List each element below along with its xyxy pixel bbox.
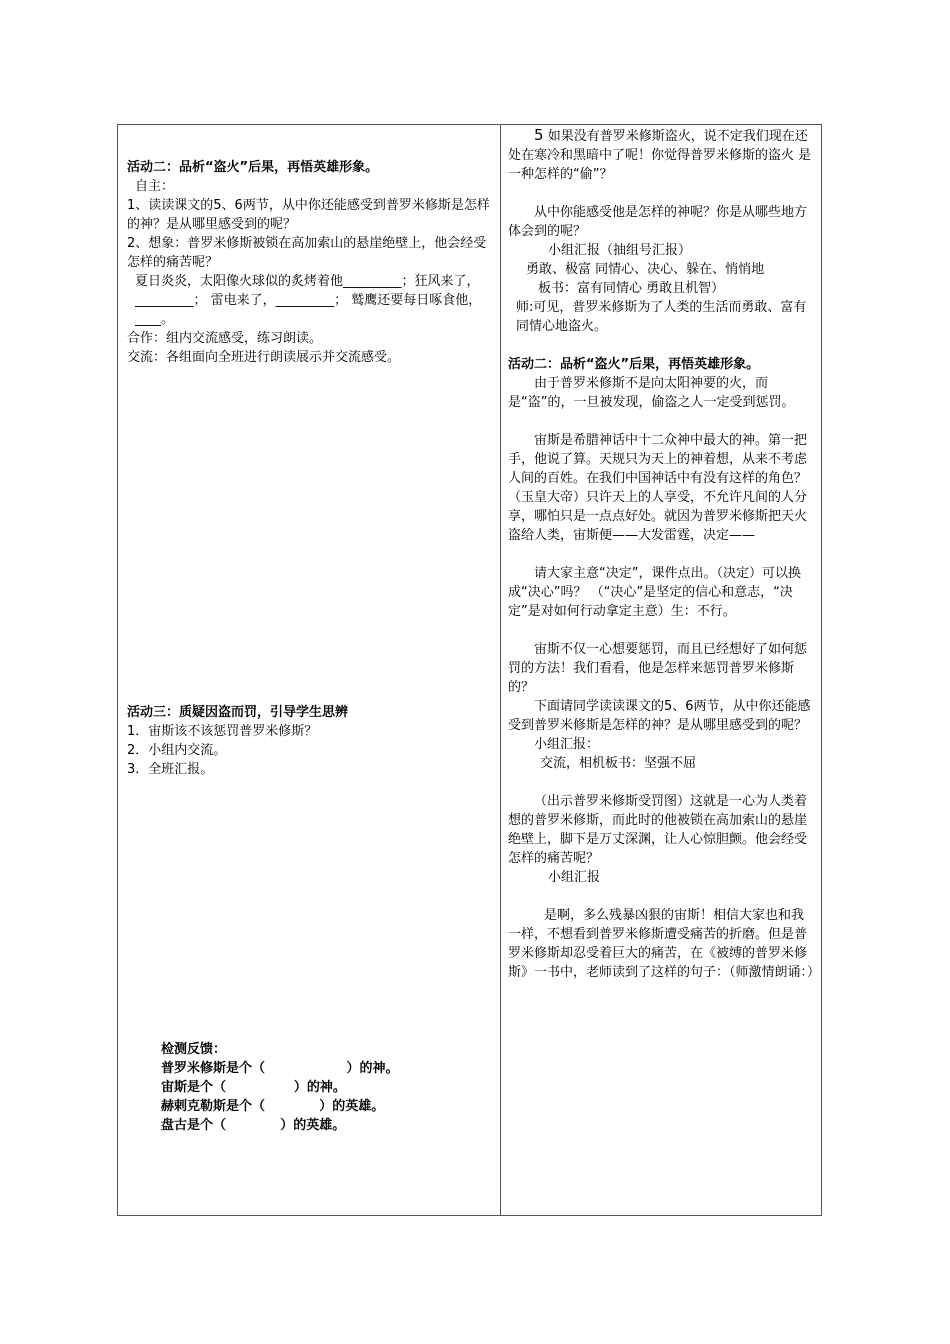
check-title: 检测反馈：	[161, 1042, 227, 1057]
right-para-7: 由于普罗米修斯不是向太阳神要的火，而是“盗”的，一旦被发现，偷盗之人一定受到惩罚。	[508, 376, 795, 410]
right-para-10: 宙斯不仅一心想要惩罚，而且已经想好了如何惩罚的方法！我们看看，他是怎样来惩罚普罗米修斯的？	[508, 642, 808, 695]
activity2-title: 活动二：品析“盗火”后果，再悟英雄形象。	[127, 160, 379, 175]
right-column	[508, 126, 821, 982]
right-para-2: 从中你能感受他是怎样的神呢？你是从哪些地方体会到的呢？	[508, 205, 808, 239]
question-1: 1、读读课文的5、6两节，从中你还能感受到普罗米修斯是怎样的神？是从哪里感受到的呢？	[127, 198, 490, 232]
right-activity2-title: 活动二：品析“盗火”后果，再悟英雄形象。	[508, 357, 760, 372]
right-para-1-text: 如果没有普罗米修斯盗火，说不定我们现在还处在寒冷和黑暗中了呢！你觉得普罗米修斯的盗火 是一种怎样的“偷”？	[508, 129, 812, 182]
check-feedback	[161, 1040, 491, 1135]
right-para-4: 勇敢、极富 同情心、决心、躲在、悄悄地	[526, 262, 765, 277]
fill-in-blank: 夏日炎炎，太阳像火球似的炙烤着他_________；狂风来了，_________； 雷电来了，_________； 鹫鹰还要每日啄食他，____。	[135, 274, 482, 327]
right-para-6: 师:可见，普罗米修斯为了人类的生活而勇敢、富有同情心地盗火。	[516, 300, 807, 334]
activity3-title: 活动三：质疑因盗而罚，引导学生思辨	[127, 705, 349, 720]
check-item-1: 普罗米修斯是个（ ）的神。	[161, 1061, 399, 1076]
right-para-9: 请大家主意“决定”，课件点出。（决定）可以换成“决心”吗？ （“决心”是坚定的信心和意志，“决定”是对如何行动拿定主意）生：不行。	[508, 566, 801, 619]
cooperation-step: 合作：组内交流感受，练习朗读。	[127, 331, 323, 346]
right-para-16: 是啊，多么残暴凶狠的宙斯！相信大家也和我一样，不想看到普罗米修斯遭受痛苦的折磨。但是普罗米修斯却忍受着巨大的痛苦，在《被缚的普罗米修斯》一书中，老师读到了这样的句子：（师激情朗诵：）	[508, 908, 821, 980]
right-para-13: 交流，相机板书：坚强不屈	[540, 756, 697, 771]
check-item-2: 宙斯是个（ ）的神。	[161, 1080, 346, 1095]
right-para-11: 下面请同学读读课文的5、6两节，从中你还能感受到普罗米修斯是怎样的神？是从哪里感受到的呢？	[508, 699, 811, 733]
right-para-12: 小组汇报：	[534, 737, 600, 752]
right-para-15: 小组汇报	[548, 870, 601, 885]
right-para-1	[508, 126, 816, 184]
right-para-14: （出示普罗米修斯受罚图）这就是一心为人类着想的普罗米修斯，而此时的他被锁在高加索山的悬崖绝壁上，脚下是万丈深渊，让人心惊胆颤。他会经受怎样的痛苦呢？	[508, 794, 808, 866]
check-item-4: 盘古是个（ ）的英雄。	[161, 1118, 346, 1133]
self-study-label: 自主：	[135, 179, 175, 194]
activity3-item-2: 2．小组内交流。	[127, 743, 227, 758]
right-para-8: 宙斯是希腊神话中十二众神中最大的神。第一把手，他说了算。天规只为天上的神着想，从来不考虑人间的百姓。在我们中国神话中有没有这样的角色？（玉皇大帝）只许天上的人享受，不允许凡间的人分享，哪怕只是一点点好处。就因为普罗米修斯把天火盗给人类，宙斯便——大发雷霆，决定——	[508, 433, 808, 543]
para-number: 5	[534, 126, 544, 144]
check-item-3: 赫剌克勒斯是个（ ）的英雄。	[161, 1099, 385, 1114]
column-divider	[500, 124, 501, 1216]
left-column	[127, 158, 492, 779]
activity3-item-1: 1．宙斯该不该惩罚普罗米修斯？	[127, 724, 318, 739]
right-para-5: 板书：富有同情心 勇敢且机智）	[538, 281, 725, 296]
question-2: 2、想象：普罗米修斯被锁在高加索山的悬崖绝壁上，他会经受怎样的痛苦呢？	[127, 236, 487, 270]
activity3-item-3: 3．全班汇报。	[127, 762, 214, 777]
right-para-3: 小组汇报（抽组号汇报）	[548, 243, 692, 258]
exchange-step: 交流：各组面向全班进行朗读展示并交流感受。	[127, 350, 401, 365]
